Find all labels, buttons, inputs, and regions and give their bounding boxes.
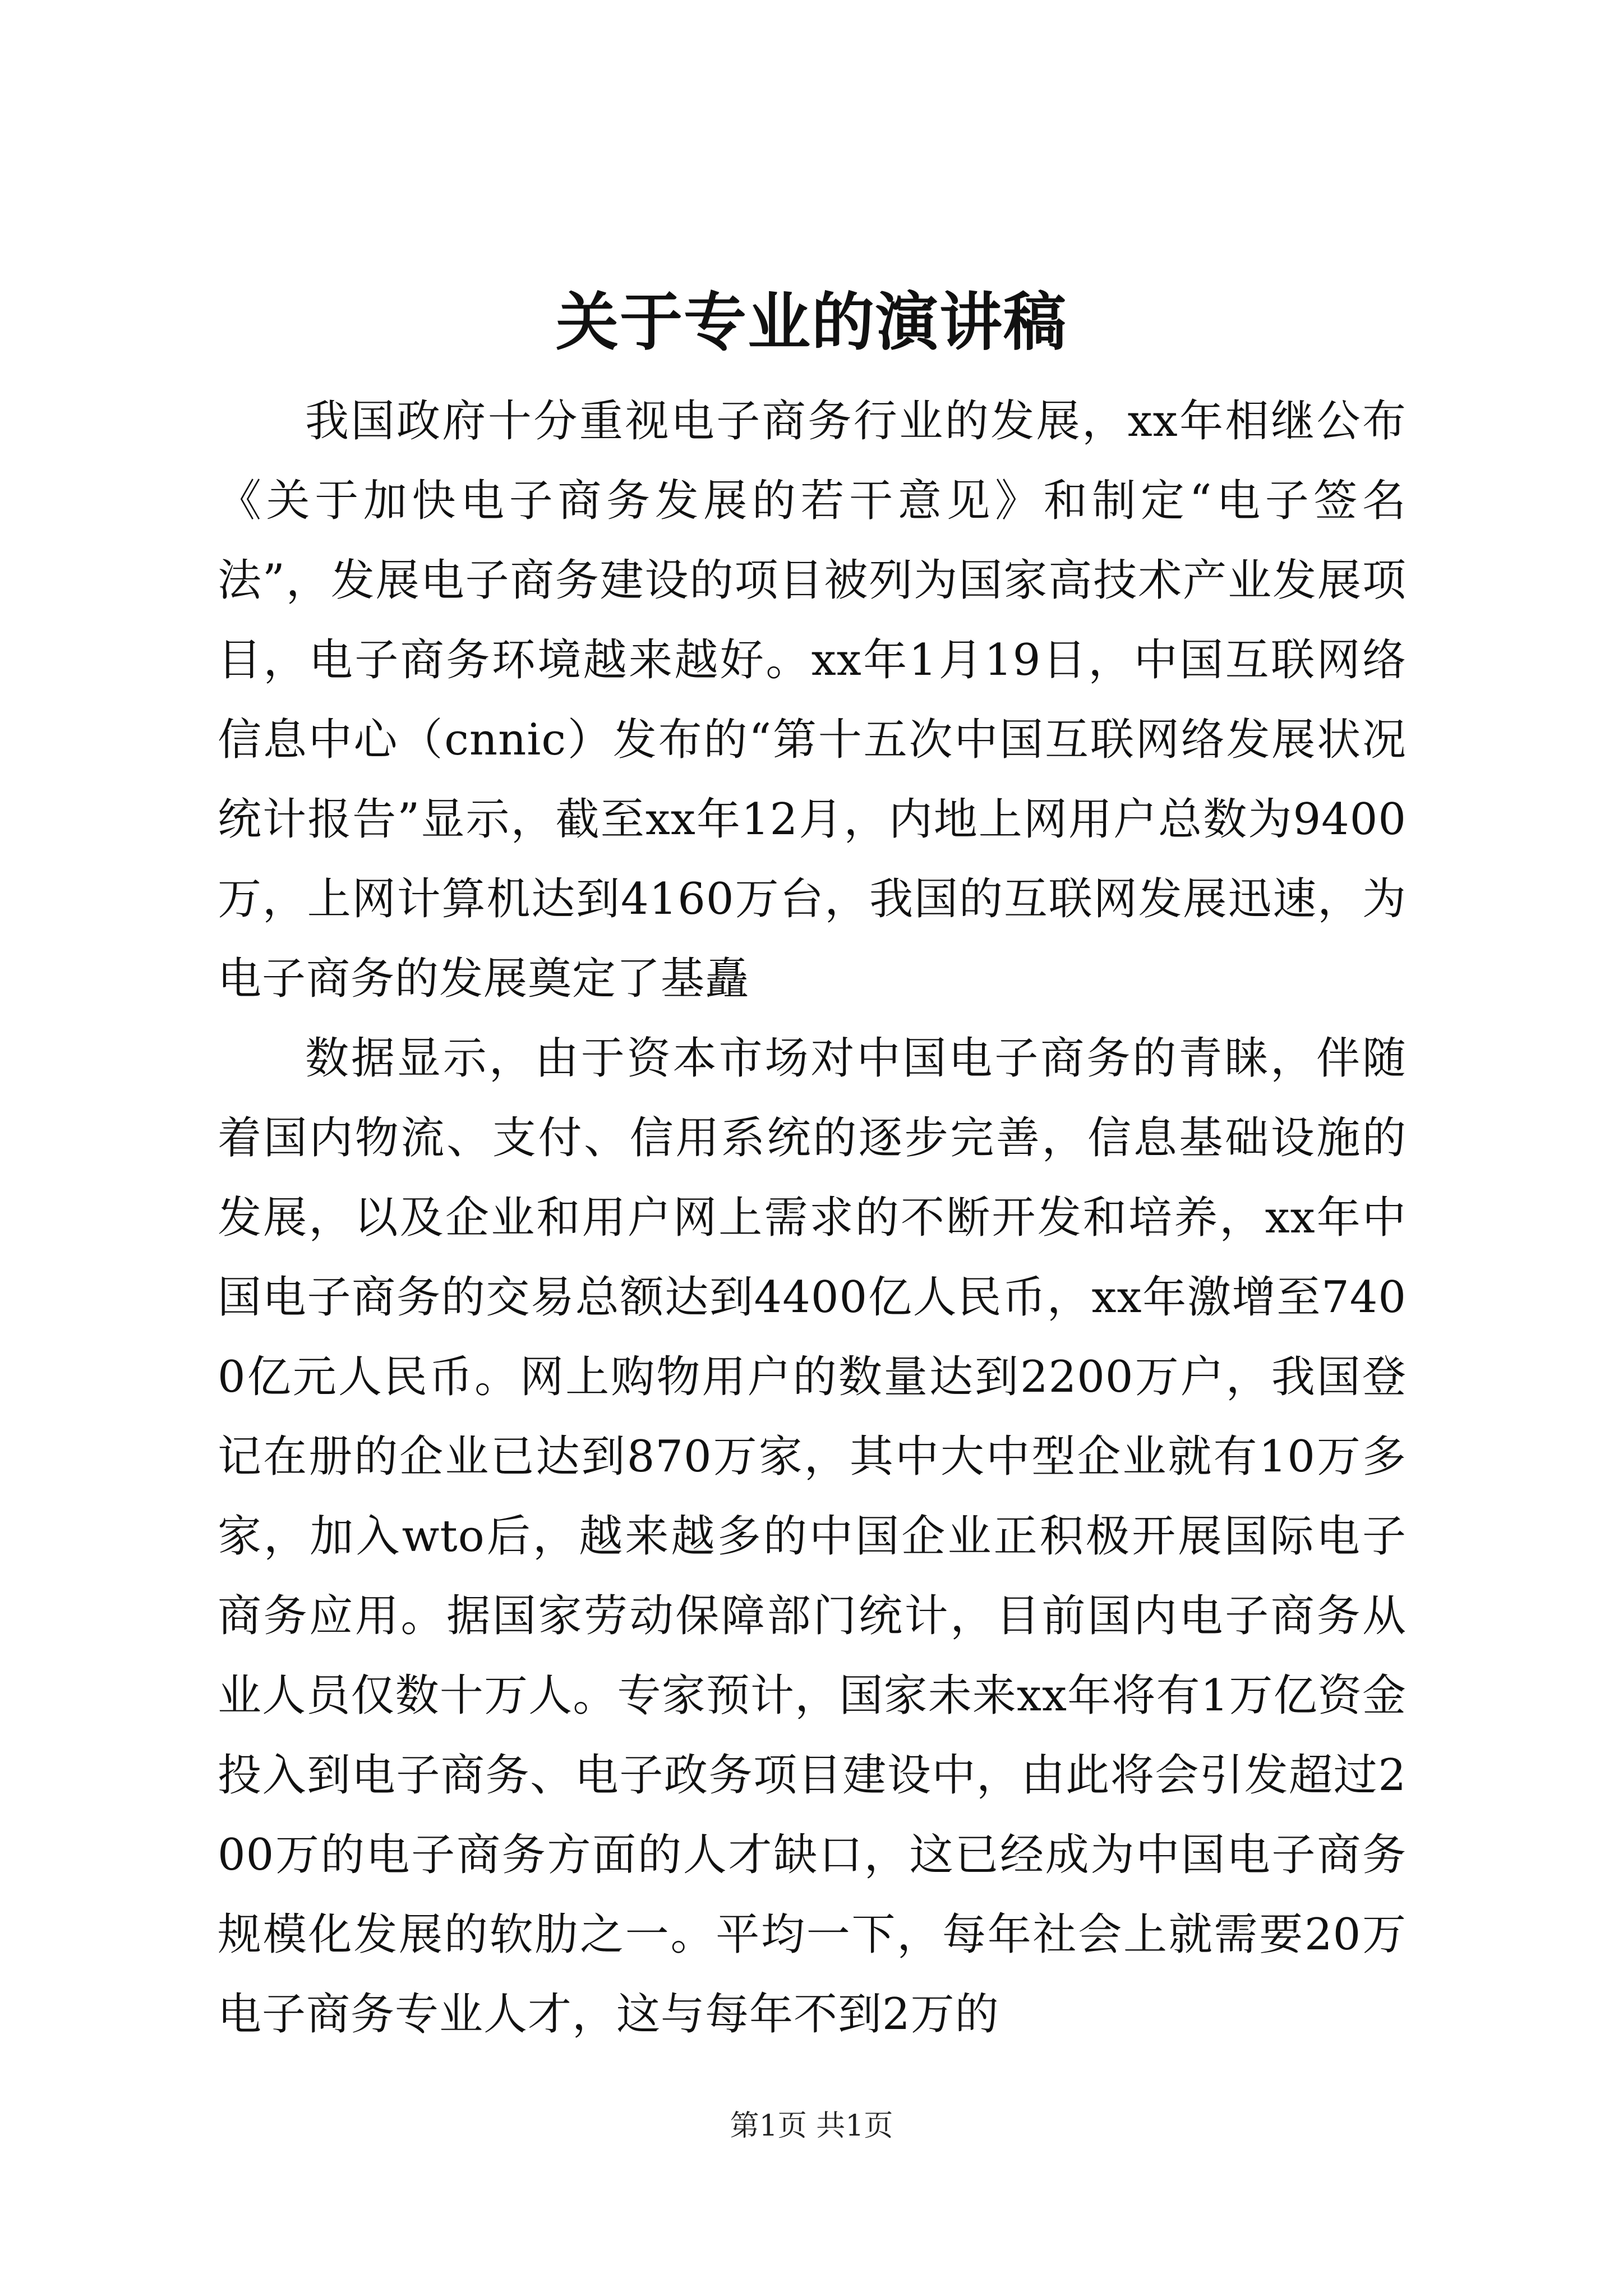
document-title: 关于专业的演讲稿 [556, 286, 1067, 359]
page-footer [0, 2106, 1623, 2146]
page-number-label: 第1页 共1页 [730, 2109, 893, 2143]
paragraph-1: 我国政府十分重视电子商务行业的发展，xx年相继公布《关于加快电子商务发展的若干意见》和制定“电子签名法”，发展电子商务建设的项目被列为国家高技术产业发展项目，电子商务环境越来越好。xx年1月19日，中国互联网络信息中心（cnnic）发布的“第十五次中国互联网络发展状况统计报告”显示，截至xx年12月，内地上网用户总数为9400万，上网计算机达到4160万台，我国的互联网发展迅速，为电子商务的发展奠定了基矗 [218, 396, 1407, 1004]
document-body [218, 381, 1407, 2054]
paragraph-2: 数据显示，由于资本市场对中国电子商务的青睐，伴随着国内物流、支付、信用系统的逐步完善，信息基础设施的发展，以及企业和用户网上需求的不断开发和培养，xx年中国电子商务的交易总额达到4400亿人民币，xx年激增至7400亿元人民币。网上购物用户的数量达到2200万户，我国登记在册的企业已达到870万家，其中大中型企业就有10万多家，加入wto后，越来越多的中国企业正积极开展国际电子商务应用。据国家劳动保障部门统计，目前国内电子商务从业人员仅数十万人。专家预计，国家未来xx年将有1万亿资金投入到电子商务、电子政务项目建设中，由此将会引发超过200万的电子商务方面的人才缺口，这已经成为中国电子商务规模化发展的软肋之一。平均一下，每年社会上就需要20万电子商务专业人才，这与每年不到2万的 [218, 1033, 1407, 2040]
